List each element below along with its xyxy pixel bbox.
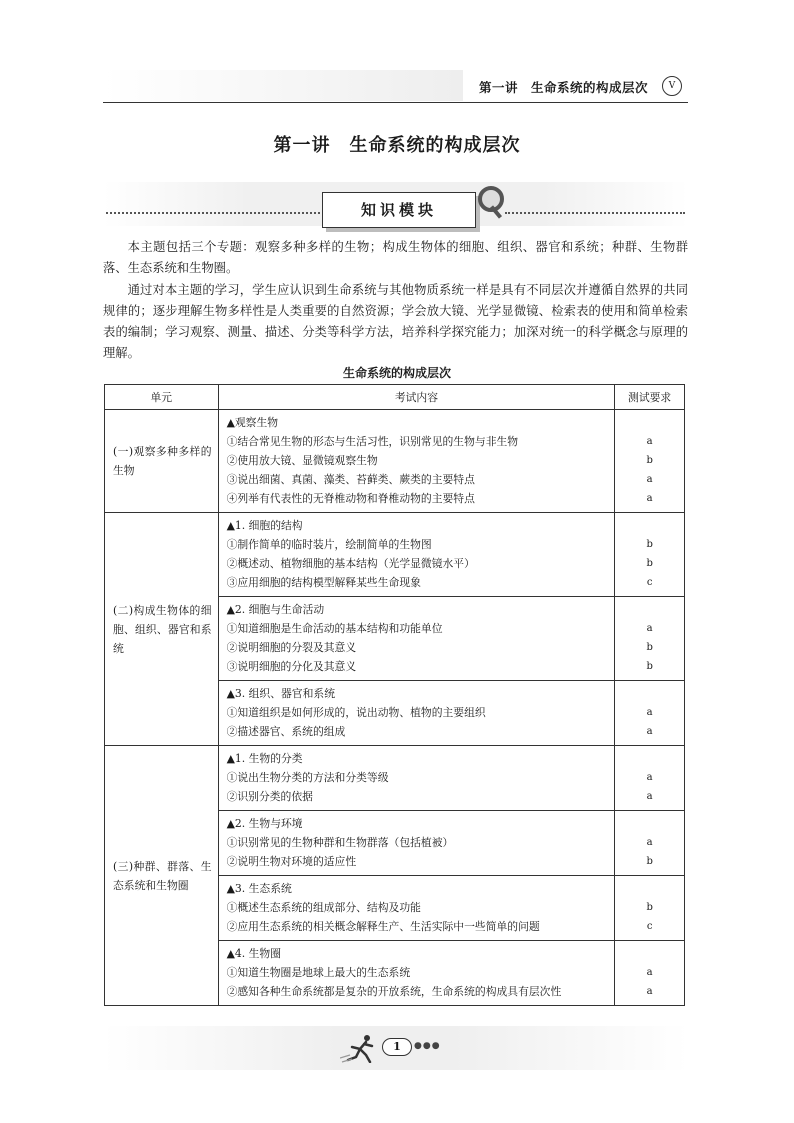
requirement-level: b [646,539,653,550]
requirement-level: b [646,902,653,913]
requirement-level: a [646,436,653,447]
requirement-level: c [646,921,653,932]
requirement-cell [615,513,685,597]
dotted-rule-left [106,212,320,214]
page-dots: ●●● [414,1041,441,1051]
list-item: ①说出生物分类的方法和分类等级 [226,771,389,784]
list-item: ④列举有代表性的无脊椎动物和脊椎动物的主要特点 [226,492,475,505]
section-title: ▲1. 生物的分类 [226,752,303,765]
list-item: ①识别常见的生物种群和生物群落（包括植被） [226,836,454,849]
content-cell [218,410,615,513]
running-header [103,70,688,103]
requirement-level: b [646,856,653,867]
section-title: ▲1. 细胞的结构 [226,519,303,532]
content-cell [218,941,615,1006]
table-row [105,746,685,811]
page-number: 1 [382,1038,412,1056]
requirement-level: c [646,577,653,588]
requirement-level: a [646,791,653,802]
requirement-level: a [646,837,653,848]
table-row [105,410,685,513]
content-cell [218,681,615,746]
unit-cell: (三)种群、群落、生态系统和生物圈 [105,746,219,1006]
requirement-cell [615,597,685,681]
list-item: ①概述生态系统的组成部分、结构及功能 [226,901,421,914]
requirement-level: a [646,726,653,737]
table-header-row [105,385,685,410]
requirement-level: b [646,455,653,466]
intro-paragraph-1: 本主题包括三个专题：观察多种多样的生物；构成生物体的细胞、组织、器官和系统；种群、生物群落、生态系统和生物圈。 [103,240,688,275]
list-item: ①知道细胞是生命活动的基本结构和功能单位 [226,622,443,635]
requirement-level: a [646,967,653,978]
module-label: 知识模块 [322,192,476,228]
runner-icon [340,1033,380,1063]
content-cell [218,876,615,941]
section-title: ▲2. 生物与环境 [226,817,303,830]
requirement-level: a [646,474,653,485]
header-badge-icon: V [662,76,682,96]
list-item: ②说明细胞的分裂及其意义 [226,641,357,654]
requirement-level: b [646,642,653,653]
page-title: 第一讲 生命系统的构成层次 [273,135,521,156]
intro-paragraph-2: 通过对本主题的学习，学生应认识到生命系统与其他物质系统一样是具有不同层次并遵循自然界的共同规律的；逐步理解生物多样性是人类重要的自然资源；学会放大镜、光学显微镜、检索表的使用和简单检索表的编制；学习观察、测量、描述、分类等科学方法，培养科学探究能力；加深对统一的科学概念与原理的理解。 [103,283,688,360]
requirement-level: b [646,558,653,569]
unit-cell: (二)构成生物体的细胞、组织、器官和系统 [105,513,219,746]
requirement-level: b [646,661,653,672]
requirement-cell [615,746,685,811]
section-title: ▲2. 细胞与生命活动 [226,603,325,616]
content-cell [218,513,615,597]
header-unit: 单元 [105,385,219,410]
list-item: ②说明生物对环境的适应性 [226,855,357,868]
list-item: ①知道组织是如何形成的，说出动物、植物的主要组织 [226,706,486,719]
table-row [105,513,685,597]
running-title: 第一讲 生命系统的构成层次 [478,80,648,95]
list-item: ②感知各种生命系统都是复杂的开放系统，生命系统的构成具有层次性 [226,985,562,998]
requirement-level: a [646,986,653,997]
list-item: ①结合常见生物的形态与生活习性，识别常见的生物与非生物 [226,435,519,448]
list-item: ②应用生态系统的相关概念解释生产、生活实际中一些简单的问题 [226,920,540,933]
section-title: ▲3. 组织、器官和系统 [226,687,335,700]
header-content: 考试内容 [218,385,615,410]
requirement-cell [615,410,685,513]
header-requirement: 测试要求 [615,385,685,410]
list-item: ③应用细胞的结构模型解释某些生命现象 [226,576,421,589]
requirement-cell [615,681,685,746]
requirement-cell [615,811,685,876]
table-title: 生命系统的构成层次 [342,366,451,380]
section-title: ▲3. 生态系统 [226,882,292,895]
requirement-level: a [646,707,653,718]
header-shade [103,70,463,101]
list-item: ③说明细胞的分化及其意义 [226,660,357,673]
section-title: ▲观察生物 [226,416,279,429]
unit-cell: (一)观察多种多样的生物 [105,410,219,513]
section-title: ▲4. 生物圈 [226,947,282,960]
requirement-cell [615,941,685,1006]
requirement-cell [615,876,685,941]
requirement-level: a [646,623,653,634]
list-item: ②描述器官、系统的组成 [226,725,346,738]
content-cell [218,811,615,876]
list-item: ①知道生物圈是地球上最大的生态系统 [226,966,411,979]
content-cell [218,746,615,811]
dotted-rule-right [505,212,685,214]
requirement-level: a [646,772,653,783]
list-item: ②使用放大镜、显微镜观察生物 [226,454,378,467]
content-cell [218,597,615,681]
list-item: ③说出细菌、真菌、藻类、苔藓类、蕨类的主要特点 [226,473,475,486]
requirement-level: a [646,493,653,504]
list-item: ②识别分类的依据 [226,790,313,803]
list-item: ②概述动、植物细胞的基本结构（光学显微镜水平） [226,557,475,570]
curriculum-table [104,384,685,1006]
list-item: ①制作简单的临时装片，绘制简单的生物图 [226,538,432,551]
